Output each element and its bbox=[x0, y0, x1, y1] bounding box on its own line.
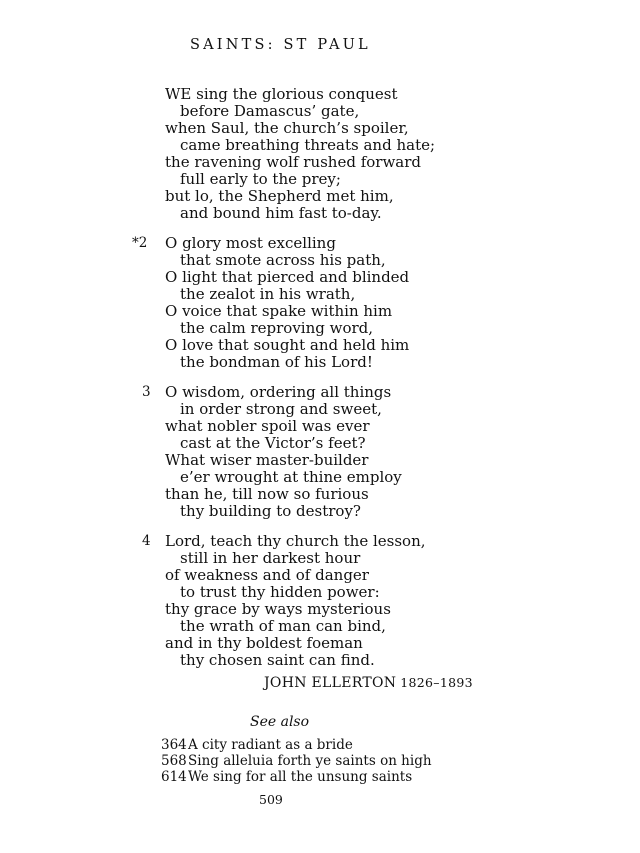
verse-line: O wisdom, ordering all things bbox=[165, 383, 392, 401]
verse-line: in order strong and sweet, bbox=[180, 400, 382, 418]
verse-line: the wrath of man can bind, bbox=[180, 617, 386, 635]
see-also-item bbox=[161, 753, 432, 769]
verse-line: the zealot in his wrath, bbox=[180, 285, 356, 303]
verse-line: what nobler spoil was ever bbox=[165, 417, 370, 435]
verse-line: and in thy boldest foeman bbox=[165, 634, 363, 652]
verse-line: full early to the prey; bbox=[180, 170, 341, 188]
verse-line: O voice that spake within him bbox=[165, 302, 393, 320]
verse-line: Lord, teach thy church the lesson, bbox=[165, 532, 426, 550]
author-name: JOHN ELLERTON bbox=[264, 675, 397, 691]
verse-line: O light that pierced and blinded bbox=[165, 268, 410, 286]
see-also-title: A city radiant as a bride bbox=[188, 737, 353, 753]
verse-line: thy grace by ways mysterious bbox=[165, 600, 391, 618]
verse-line: the calm reproving word, bbox=[180, 319, 374, 337]
verse-number: 4 bbox=[142, 533, 151, 549]
verse-line: but lo, the Shepherd met him, bbox=[165, 187, 394, 205]
verse-line: O glory most excelling bbox=[165, 234, 336, 252]
see-also-number: 364 bbox=[161, 737, 187, 753]
verse-number: 3 bbox=[142, 384, 151, 400]
verse-line: O love that sought and held him bbox=[165, 336, 410, 354]
verse-line: when Saul, the church’s spoiler, bbox=[165, 119, 409, 137]
verse-line: still in her darkest hour bbox=[180, 549, 361, 567]
page-header: SAINTS: ST PAUL bbox=[190, 37, 371, 53]
verse-line: thy chosen saint can find. bbox=[180, 651, 375, 669]
see-also-number: 568 bbox=[161, 753, 187, 769]
author-dates: 1826–1893 bbox=[400, 675, 473, 690]
verse-line: to trust thy hidden power: bbox=[180, 583, 380, 601]
verse-line: that smote across his path, bbox=[180, 251, 386, 269]
verse-line: What wiser master-builder bbox=[165, 451, 369, 469]
author-credit bbox=[264, 675, 473, 691]
see-also-title: We sing for all the unsung saints bbox=[188, 769, 413, 785]
verse-line: came breathing threats and hate; bbox=[180, 136, 436, 154]
see-also-heading: See also bbox=[250, 714, 310, 730]
see-also-title: Sing alleluia forth ye saints on high bbox=[188, 753, 432, 769]
verse-line: cast at the Victor’s feet? bbox=[180, 434, 366, 452]
verse-line: WE sing the glorious conquest bbox=[165, 85, 398, 103]
verse-line: e’er wrought at thine employ bbox=[180, 468, 402, 486]
verse-line: thy building to destroy? bbox=[180, 502, 361, 520]
verse-line: and bound him fast to-day. bbox=[180, 204, 382, 222]
see-also-item bbox=[161, 737, 353, 753]
verse-line: of weakness and of danger bbox=[165, 566, 369, 584]
see-also-item bbox=[161, 769, 412, 785]
page-number: 509 bbox=[259, 792, 283, 807]
verse-line: the ravening wolf rushed forward bbox=[165, 153, 422, 171]
see-also-number: 614 bbox=[161, 769, 187, 785]
verse-line: the bondman of his Lord! bbox=[180, 353, 373, 371]
verse-line: than he, till now so furious bbox=[165, 485, 369, 503]
verse-line: before Damascus’ gate, bbox=[180, 102, 360, 120]
verse-number: *2 bbox=[132, 235, 148, 251]
